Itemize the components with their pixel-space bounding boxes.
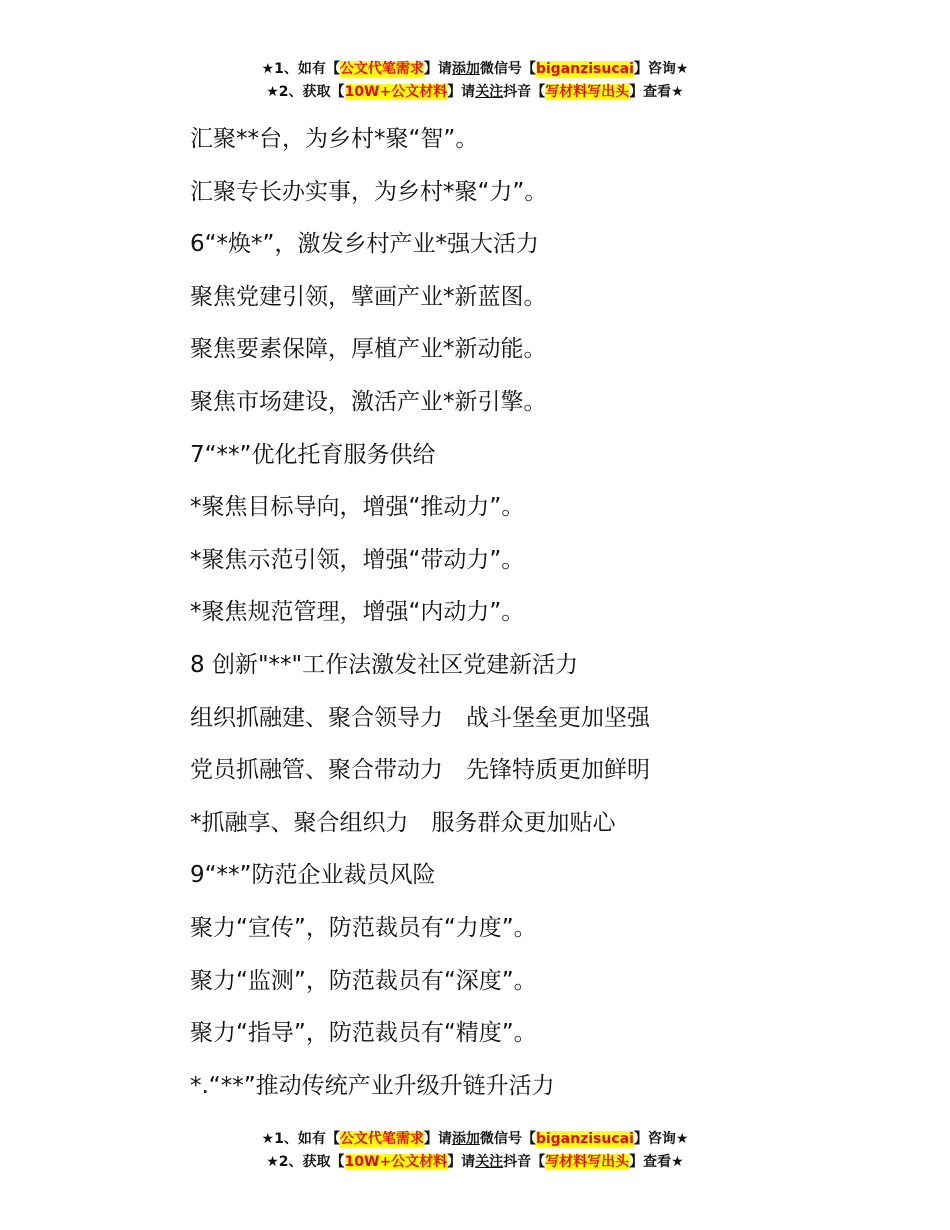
paragraph: 聚力“监测”，防范裁员有“深度”。 <box>190 967 537 994</box>
paragraph: 聚焦要素保障，厚植产业*新动能。 <box>190 336 547 363</box>
banner-text: 】咨询★ <box>633 61 689 77</box>
highlight-materials: 10W+公文材料 <box>344 1154 448 1170</box>
banner-line-1 <box>0 1128 950 1151</box>
section-heading: *.“**”推动传统产业升级升链升活力 <box>190 1072 555 1099</box>
banner-text: 】查看★ <box>629 1154 684 1170</box>
banner-emphasis: 关注 <box>475 84 504 100</box>
paragraph: 聚力“指导”，防范裁员有“精度”。 <box>190 1020 537 1047</box>
paragraph: *聚焦规范管理，增强“内动力”。 <box>190 599 525 626</box>
paragraph: 汇聚专长办实事，为乡村*聚“力”。 <box>190 178 548 205</box>
banner-text: 】咨询★ <box>633 1131 689 1147</box>
banner-text: ★1、如有【 <box>261 1131 340 1147</box>
banner-text: 】请 <box>423 1131 452 1147</box>
highlight-douyin-account: 写材料写出头 <box>545 84 630 100</box>
highlight-materials: 10W+公文材料 <box>344 84 448 100</box>
banner-text: ★2、获取【 <box>266 1154 345 1170</box>
highlight-service: 公文代笔需求 <box>339 1131 424 1147</box>
banner-text: ★2、获取【 <box>266 84 345 100</box>
section-heading: 8 创新"**"工作法激发社区党建新活力 <box>190 651 579 678</box>
banner-text: 微信号【 <box>479 61 536 77</box>
banner-emphasis: 添加 <box>451 61 480 77</box>
paragraph: 聚焦市场建设，激活产业*新引擎。 <box>190 388 547 415</box>
section-heading: 7“**”优化托育服务供给 <box>190 441 436 468</box>
paragraph: 聚力“宣传”，防范裁员有“力度”。 <box>190 914 537 941</box>
header-banner <box>0 58 950 104</box>
paragraph: *聚焦目标导向，增强“推动力”。 <box>190 494 525 521</box>
paragraph: *抓融享、聚合组织力 服务群众更加贴心 <box>190 809 616 836</box>
banner-text: ★1、如有【 <box>261 61 340 77</box>
banner-text: 】查看★ <box>629 84 684 100</box>
section-heading: 9“**”防范企业裁员风险 <box>190 862 436 889</box>
banner-line-1 <box>0 58 950 81</box>
banner-line-2 <box>0 81 950 104</box>
banner-text: 】请 <box>447 1154 476 1170</box>
highlight-wechat-id: biganzisucai <box>535 1131 634 1147</box>
paragraph: 组织抓融建、聚合领导力 战斗堡垒更加坚强 <box>190 704 650 731</box>
banner-text: 抖音【 <box>503 1154 546 1170</box>
highlight-douyin-account: 写材料写出头 <box>545 1154 630 1170</box>
section-heading: 6“*焕*”，激发乡村产业*强大活力 <box>190 231 539 258</box>
banner-text: 抖音【 <box>503 84 546 100</box>
banner-emphasis: 添加 <box>451 1131 480 1147</box>
highlight-wechat-id: biganzisucai <box>535 61 634 77</box>
paragraph: 党员抓融管、聚合带动力 先锋特质更加鲜明 <box>190 757 650 784</box>
banner-text: 微信号【 <box>479 1131 536 1147</box>
banner-text: 】请 <box>447 84 476 100</box>
highlight-service: 公文代笔需求 <box>339 61 424 77</box>
banner-emphasis: 关注 <box>475 1154 504 1170</box>
banner-line-2 <box>0 1151 950 1174</box>
banner-text: 】请 <box>423 61 452 77</box>
document-body <box>190 113 890 1112</box>
paragraph: 汇聚**台，为乡村*聚“智”。 <box>190 126 479 152</box>
footer-banner <box>0 1128 950 1174</box>
paragraph: *聚焦示范引领，增强“带动力”。 <box>190 546 525 573</box>
paragraph: 聚焦党建引领，擘画产业*新蓝图。 <box>190 283 547 310</box>
